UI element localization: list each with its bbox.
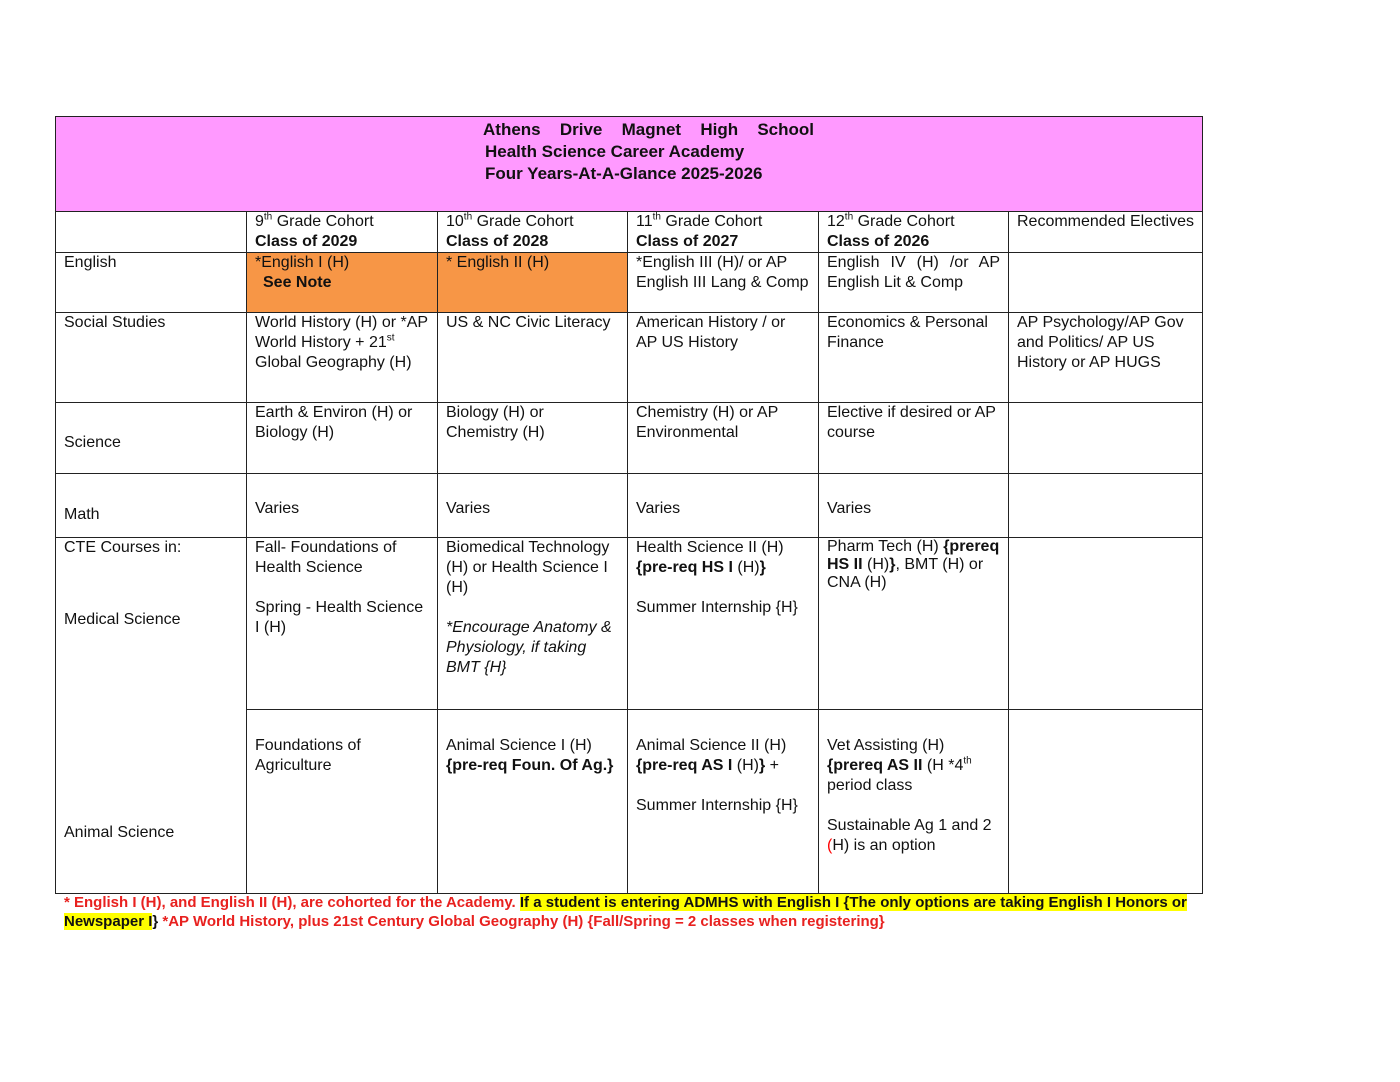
animal-elective xyxy=(1009,710,1203,894)
english-grade10: * English II (H) xyxy=(438,253,628,313)
footnote xyxy=(64,893,1204,931)
table-row-medical-science xyxy=(56,538,1203,710)
animal-grade9: Foundations of Agriculture xyxy=(247,710,438,894)
row-label-animal-science: Animal Science xyxy=(56,710,247,894)
table-row-science xyxy=(56,403,1203,474)
english-grade11: *English III (H)/ or AP English III Lang & Comp xyxy=(628,253,819,313)
col-header-grade10: 10th Grade Cohort Class of 2028 xyxy=(438,212,628,253)
english-grade12-line2: English Lit & Comp xyxy=(827,274,964,291)
english-grade12-line1: English IV (H) /or AP xyxy=(827,254,1000,271)
social-elective: AP Psychology/AP Gov and Politics/ AP US History or AP HUGS xyxy=(1009,313,1203,403)
table-header xyxy=(56,117,1203,212)
medical-grade12: Pharm Tech (H) {prereq HS II (H)}, BMT (H) or CNA (H) xyxy=(819,538,1009,710)
animal-grade12: Vet Assisting (H) {prereq AS II (H *4th period class Sustainable Ag 1 and 2 (H) is an option xyxy=(819,710,1009,894)
medical-grade10: Biomedical Technology (H) or Health Science I (H) *Encourage Anatomy & Physiology, if taking BMT {H} xyxy=(438,538,628,710)
plan-title: Four Years-At-A-Glance 2025-2026 xyxy=(485,164,763,183)
english-grade12 xyxy=(819,253,1009,313)
table-row-math xyxy=(56,474,1203,538)
social-grade12: Economics & Personal Finance xyxy=(819,313,1009,403)
class-of-label: Class of 2029 xyxy=(255,233,358,250)
medical-grade9: Fall- Foundations of Health Science Spring - Health Science I (H) xyxy=(247,538,438,710)
row-label-science: Science xyxy=(56,403,247,474)
row-label-english: English xyxy=(56,253,247,313)
science-grade9: Earth & Environ (H) or Biology (H) xyxy=(247,403,438,474)
science-grade10: Biology (H) or Chemistry (H) xyxy=(438,403,628,474)
class-of-label: Class of 2028 xyxy=(446,233,549,250)
footnote-highlighted-note: If a student is entering ADMHS with English I {The only options are taking English I Honors or Newspaper I xyxy=(64,894,1187,930)
science-grade11: Chemistry (H) or AP Environmental xyxy=(628,403,819,474)
english-elective xyxy=(1009,253,1203,313)
animal-grade10: Animal Science I (H) {pre-req Foun. Of Ag.} xyxy=(438,710,628,894)
row-label-social-studies: Social Studies xyxy=(56,313,247,403)
footnote-ap-world-note: *AP World History, plus 21st Century Global Geography (H) {Fall/Spring = 2 classes when registering} xyxy=(158,913,885,930)
social-grade9: World History (H) or *AP World History + 21st Global Geography (H) xyxy=(247,313,438,403)
english-grade9: *English I (H) See Note xyxy=(247,253,438,313)
math-grade12: Varies xyxy=(819,474,1009,538)
math-grade10: Varies xyxy=(438,474,628,538)
col-header-grade12: 12th Grade Cohort Class of 2026 xyxy=(819,212,1009,253)
table-row-english xyxy=(56,253,1203,313)
cte-courses-label: CTE Courses in: xyxy=(64,539,182,556)
science-elective xyxy=(1009,403,1203,474)
col-header-grade11: 11th Grade Cohort Class of 2027 xyxy=(628,212,819,253)
footnote-cohort-note: * English I (H), and English II (H), are cohorted for the Academy. xyxy=(64,894,520,911)
science-grade12: Elective if desired or AP course xyxy=(819,403,1009,474)
footnote-brace: } xyxy=(152,913,159,930)
math-grade9: Varies xyxy=(247,474,438,538)
animal-grade11: Animal Science II (H) {pre-req AS I (H)} + Summer Internship {H} xyxy=(628,710,819,894)
col-header-grade9: 9th Grade Cohort Class of 2029 xyxy=(247,212,438,253)
social-grade11: American History / or AP US History xyxy=(628,313,819,403)
math-grade11: Varies xyxy=(628,474,819,538)
see-note-label: See Note xyxy=(263,274,332,291)
school-name: Athens Drive Magnet High School xyxy=(483,120,814,139)
class-of-label: Class of 2027 xyxy=(636,233,739,250)
four-year-plan-table xyxy=(55,116,1203,894)
table-row-social-studies xyxy=(56,313,1203,403)
medical-grade11: Health Science II (H) {pre-req HS I (H)} Summer Internship {H} xyxy=(628,538,819,710)
row-label-math: Math xyxy=(56,474,247,538)
corner-cell xyxy=(56,212,247,253)
academy-name: Health Science Career Academy xyxy=(485,142,745,161)
social-grade10: US & NC Civic Literacy xyxy=(438,313,628,403)
math-elective xyxy=(1009,474,1203,538)
medical-elective xyxy=(1009,538,1203,710)
row-label-medical-science: CTE Courses in: Medical Science xyxy=(56,538,247,710)
class-of-label: Class of 2026 xyxy=(827,233,930,250)
col-header-electives: Recommended Electives xyxy=(1009,212,1203,253)
table-row-animal-science xyxy=(56,710,1203,894)
